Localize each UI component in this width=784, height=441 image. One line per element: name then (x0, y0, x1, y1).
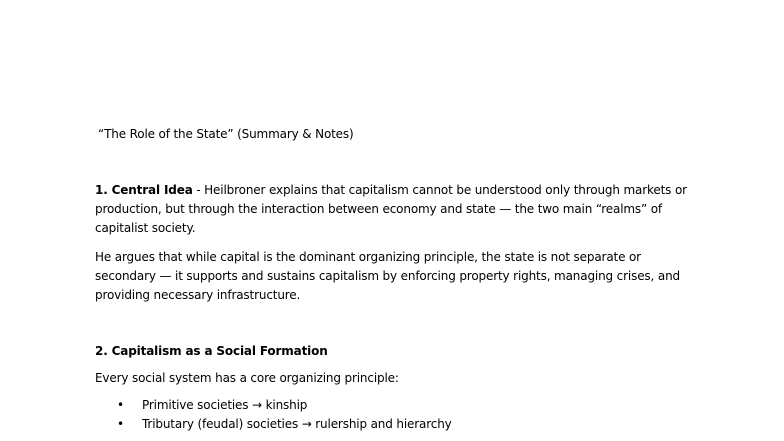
section-social-formation (95, 342, 695, 434)
central-idea-text: - Heilbroner explains that capitalism cannot be understood only through markets or production, but through the interaction between economy and state — the two main “realms” of capitalist society. (95, 183, 687, 235)
list-item (95, 415, 695, 434)
central-idea-paragraph (95, 181, 695, 238)
list-item-text: Tributary (feudal) societies → rulership and hierarchy (142, 417, 452, 431)
bullet-icon: • (117, 417, 124, 431)
bullet-icon: • (117, 398, 124, 412)
central-idea-label: 1. Central Idea (95, 183, 193, 197)
list-item-text: Primitive societies → kinship (142, 398, 308, 412)
list-item (95, 396, 695, 415)
state-role-paragraph: He argues that while capital is the dominant organizing principle, the state is not separate or secondary — it supports and sustains capitalism by enforcing property rights, managing crises, and providing necessary infrastructure. (95, 250, 680, 302)
document-title: “The Role of the State” (Summary & Notes) (98, 127, 354, 141)
section-central-idea (95, 181, 695, 305)
document-content (95, 125, 695, 434)
social-formation-heading: 2. Capitalism as a Social Formation (95, 344, 328, 358)
organizing-principle-intro: Every social system has a core organizing principle: (95, 371, 399, 385)
society-types-list (95, 396, 695, 434)
